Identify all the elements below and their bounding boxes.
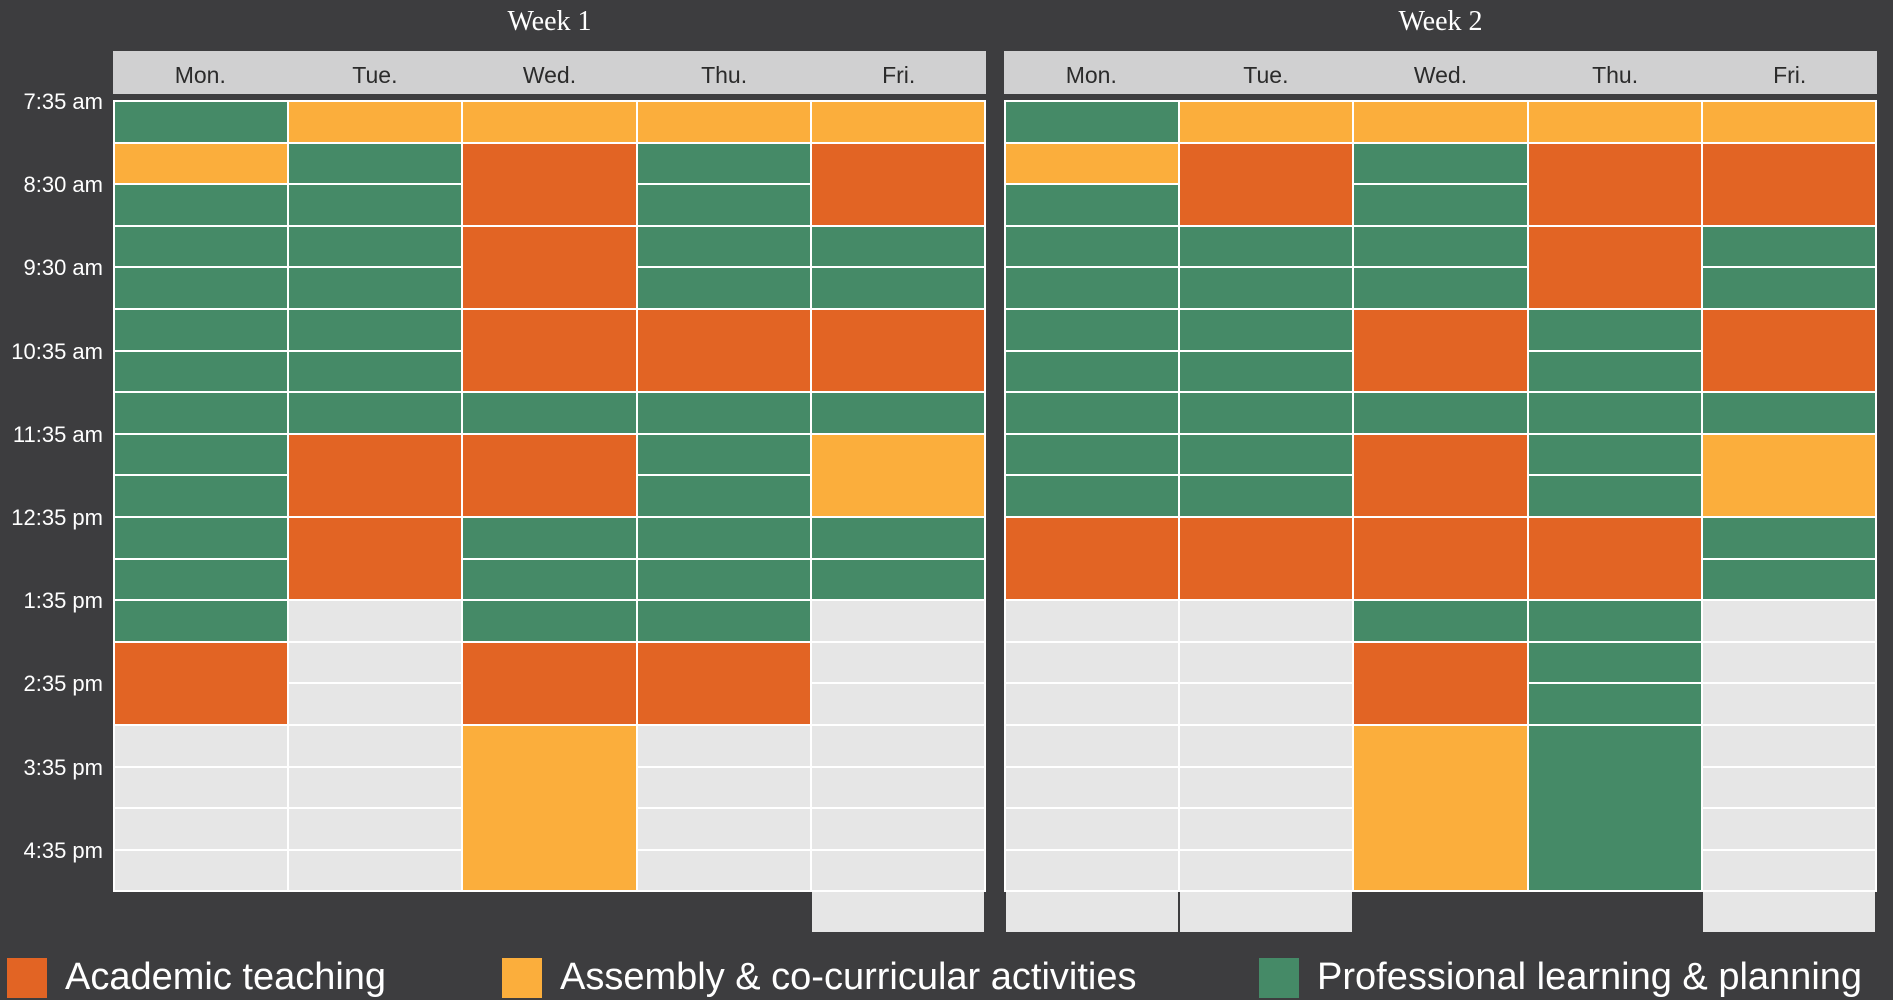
schedule-block [115,726,287,766]
schedule-block [1354,601,1526,641]
schedule-block [1180,352,1352,392]
schedule-block [1529,643,1701,683]
schedule-block [115,227,287,267]
schedule-block [812,768,984,808]
schedule-block [638,476,810,516]
schedule-block [289,185,461,225]
schedule-block [1703,726,1875,766]
schedule-block [638,435,810,475]
schedule-block [463,144,635,225]
schedule-block [1703,518,1875,558]
schedule-block [812,227,984,267]
schedule-block [289,643,461,683]
schedule-block [1006,684,1178,724]
schedule-block [1703,601,1875,641]
schedule-block [1180,684,1352,724]
schedule-block [812,643,984,683]
schedule-block [1529,227,1701,308]
time-label: 10:35 am [11,338,103,364]
schedule-block [289,227,461,267]
schedule-block [1354,144,1526,184]
day-label: Thu. [701,62,748,88]
schedule-block [1703,643,1875,683]
time-label: 7:35 am [23,89,103,114]
schedule-block [1703,684,1875,724]
week-title: Week 2 [1398,6,1483,37]
legend-label: Professional learning & planning [1317,956,1863,998]
schedule-block [463,102,635,142]
schedule-block [1006,102,1178,142]
schedule-block [1354,227,1526,267]
schedule-block [463,560,635,600]
schedule-block [1354,518,1526,599]
week-grid [1004,100,1877,892]
schedule-block [463,393,635,433]
schedule-block [1180,476,1352,516]
schedule-block [1529,476,1701,516]
schedule-block [1529,726,1701,890]
schedule-block [638,601,810,641]
day-label: Fri. [882,62,916,88]
schedule-block [1703,227,1875,267]
schedule-block [1006,435,1178,475]
schedule-block [1006,393,1178,433]
schedule-block [638,393,810,433]
time-label: 12:35 pm [11,505,103,530]
schedule-block [289,851,461,891]
schedule-block [289,102,461,142]
schedule-block [638,310,810,391]
schedule-block [115,102,287,142]
schedule-block [289,768,461,808]
schedule-block [1354,726,1526,890]
schedule-block [1529,393,1701,433]
day-label: Fri. [1773,62,1807,88]
schedule-block [812,726,984,766]
schedule-block [1354,643,1526,724]
schedule-block [638,268,810,308]
schedule-block [1180,643,1352,683]
schedule-block [115,809,287,849]
schedule-block [1529,435,1701,475]
schedule-block [812,560,984,600]
schedule-block [1006,518,1178,599]
schedule-block [289,601,461,641]
schedule-block [638,518,810,558]
schedule-block [1703,268,1875,308]
schedule-block [115,560,287,600]
schedule-block [1529,601,1701,641]
day-label: Wed. [1413,62,1468,88]
schedule-block [1180,144,1352,225]
schedule-block [812,435,984,516]
schedule-block [1006,185,1178,225]
schedule-block [115,144,287,184]
schedule-block [1006,851,1178,891]
schedule-block [1006,643,1178,683]
schedule-block [115,601,287,641]
schedule-block [115,393,287,433]
schedule-block [115,268,287,308]
schedule-block [1180,768,1352,808]
schedule-block [115,352,287,392]
day-header-row [1004,51,1877,94]
schedule-block [1180,310,1352,350]
schedule-block [463,435,635,516]
schedule-block [1703,144,1875,225]
schedule-block [115,310,287,350]
schedule-block [289,809,461,849]
schedule-block [1529,144,1701,225]
schedule-block [1180,518,1352,599]
schedule-block [638,768,810,808]
schedule-block [812,518,984,558]
schedule-block [115,851,287,891]
schedule-block [1006,768,1178,808]
schedule-block [1180,102,1352,142]
schedule-block [289,310,461,350]
schedule-block [463,643,635,724]
time-label: 1:35 pm [23,588,103,614]
schedule-block [1703,102,1875,142]
schedule-block [1006,601,1178,641]
time-label: 8:30 am [23,172,103,198]
legend-item [7,955,386,1000]
schedule-block [463,726,635,890]
day-label: Mon. [174,62,226,88]
schedule-block [289,352,461,392]
time-label: 11:35 am [12,421,103,447]
schedule-block [1180,268,1352,308]
schedule-block [1006,227,1178,267]
day-header-row [113,51,986,94]
legend-item [1259,955,1862,1000]
schedule-block [812,851,984,891]
schedule-block [1006,268,1178,308]
schedule-block [463,310,635,391]
schedule-block [812,393,984,433]
schedule-block [1180,892,1352,932]
schedule-block [638,851,810,891]
schedule-block [463,227,635,308]
schedule-block [1703,435,1875,516]
schedule-block [289,684,461,724]
schedule-block [289,518,461,599]
schedule-block [1529,352,1701,392]
schedule-block [1703,310,1875,391]
schedule-block [1703,768,1875,808]
schedule-block [1180,393,1352,433]
schedule-block [812,601,984,641]
legend-swatch [502,958,542,998]
week-title: Week 1 [507,6,592,37]
schedule-block [1703,892,1875,932]
schedule-block [1703,809,1875,849]
schedule-block [638,185,810,225]
schedule-block [463,518,635,558]
schedule-block [1354,435,1526,516]
schedule-block [1180,851,1352,891]
legend-label: Assembly & co-curricular activities [560,956,1137,998]
schedule-block [289,144,461,184]
schedule-block [638,227,810,267]
schedule-block [1180,227,1352,267]
schedule-block [1180,809,1352,849]
day-label: Tue. [1243,62,1289,88]
time-label: 3:35 pm [23,754,103,780]
schedule-block [289,435,461,516]
week-grid [113,100,986,892]
schedule-block [1529,684,1701,724]
legend-item [502,955,1136,1000]
schedule-block [1006,144,1178,184]
schedule-block [812,310,984,391]
schedule-block [115,435,287,475]
time-label: 4:35 pm [23,837,103,863]
legend-label: Academic teaching [65,956,387,998]
schedule-block [1006,892,1178,932]
day-label: Mon. [1065,62,1117,88]
schedule-block [812,809,984,849]
legend-swatch [7,958,47,998]
legend-swatch [1259,958,1299,998]
schedule-block [115,518,287,558]
day-label: Thu. [1592,62,1639,88]
schedule-block [463,601,635,641]
schedule-block [1180,435,1352,475]
day-label: Tue. [352,62,398,88]
schedule-block [812,102,984,142]
schedule-block [1180,601,1352,641]
schedule-block [115,185,287,225]
schedule-block [1006,476,1178,516]
schedule-block [289,393,461,433]
schedule-block [638,809,810,849]
schedule-block [1529,518,1701,599]
schedule-block [1006,726,1178,766]
schedule-block [115,768,287,808]
schedule-block [638,726,810,766]
schedule-block [1006,809,1178,849]
schedule-block [1354,310,1526,391]
schedule-block [1354,185,1526,225]
schedule-block [638,102,810,142]
schedule-block [289,726,461,766]
schedule-block [1703,851,1875,891]
schedule-block [1529,102,1701,142]
schedule-block [638,643,810,724]
schedule-block [115,476,287,516]
schedule-block [812,144,984,225]
schedule-block [638,144,810,184]
schedule-block [1006,352,1178,392]
schedule-block [1354,268,1526,308]
schedule-block [289,268,461,308]
schedule-block [638,560,810,600]
time-label: 2:35 pm [23,671,103,697]
schedule-block [1529,310,1701,350]
schedule-block [812,684,984,724]
time-label: 9:30 am [23,255,103,281]
schedule-block [1354,102,1526,142]
schedule-block [812,892,984,932]
schedule-block [1703,560,1875,600]
schedule-block [1006,310,1178,350]
schedule-block [1354,393,1526,433]
schedule-block [115,643,287,724]
schedule-block [812,268,984,308]
schedule-block [1180,726,1352,766]
day-label: Wed. [522,62,577,88]
schedule-block [1703,393,1875,433]
